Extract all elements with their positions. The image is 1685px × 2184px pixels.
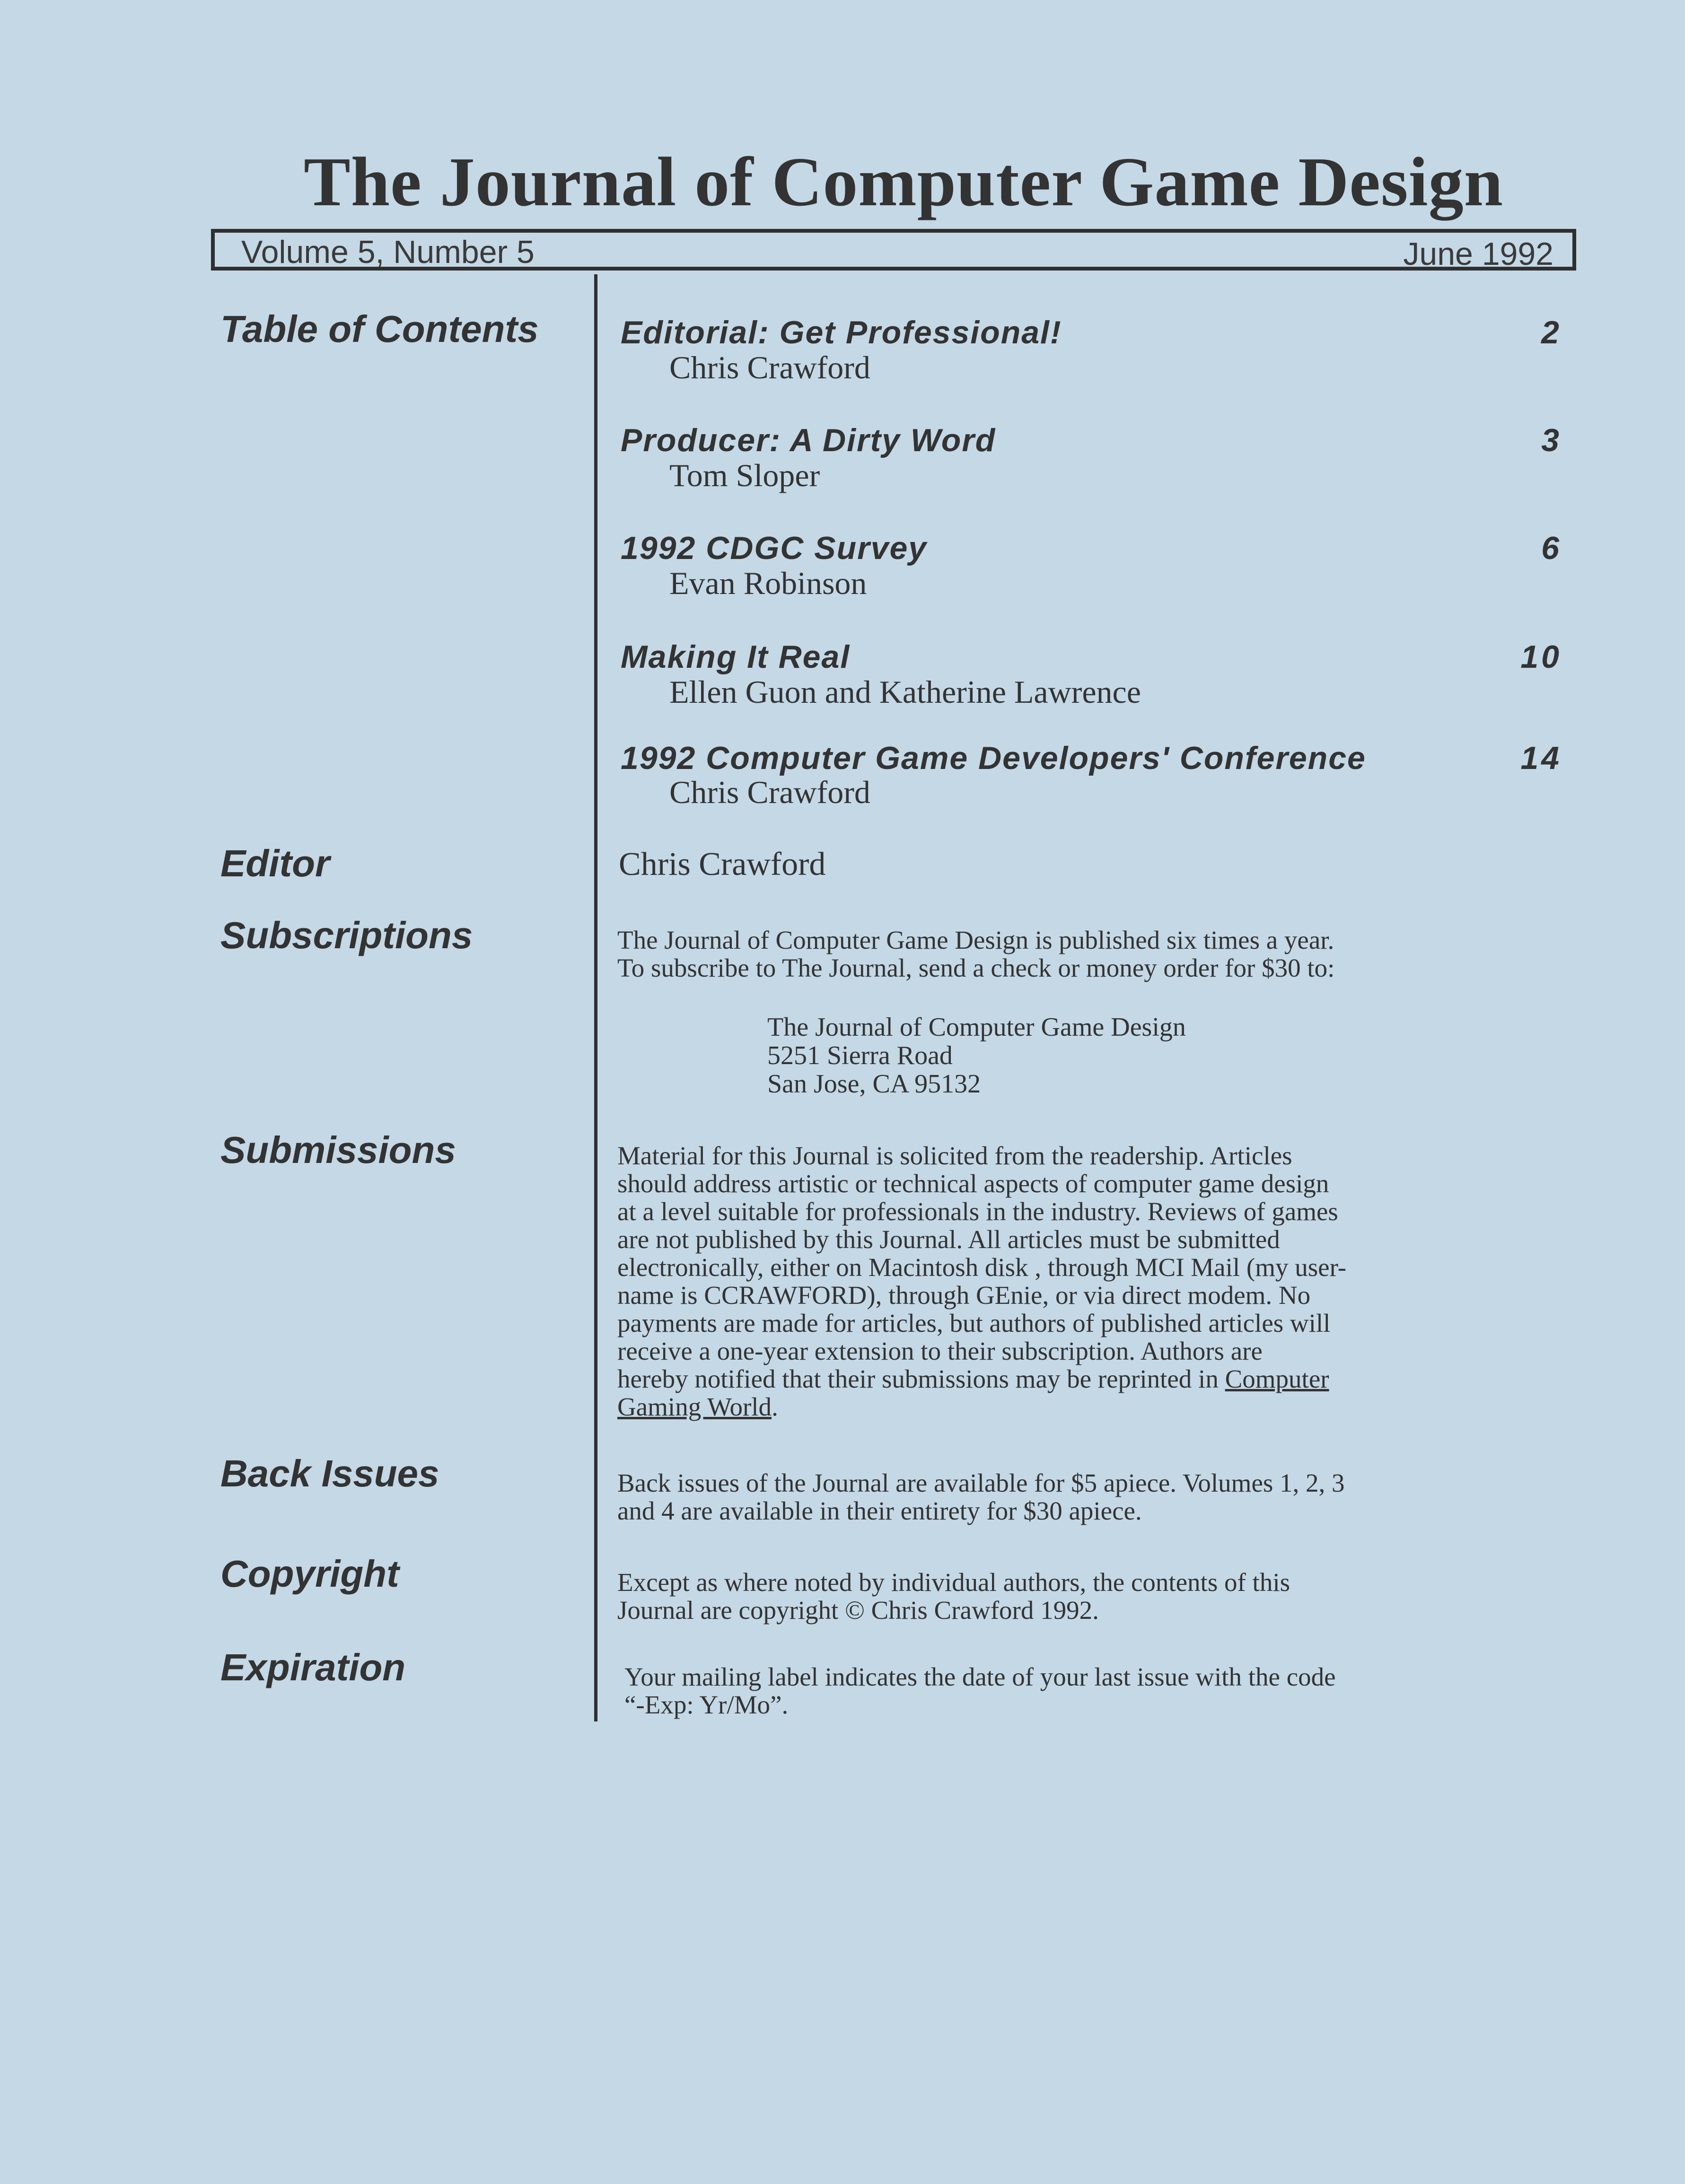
text-line: Except as where noted by individual authors, the contents of this xyxy=(617,1568,1290,1597)
toc-entry-page: 10 xyxy=(1520,639,1562,675)
publication-name: Gaming World xyxy=(617,1392,772,1421)
toc-entry-title: Producer: A Dirty Word xyxy=(621,422,996,458)
text-line: and 4 are available in their entirety for $30 apiece. xyxy=(617,1496,1142,1525)
column-divider xyxy=(594,274,597,1721)
text-line: name is CCRAWFORD), through GEnie, or via direct modem. No xyxy=(617,1281,1311,1310)
subscriptions-heading: Subscriptions xyxy=(220,914,473,956)
mailing-address xyxy=(767,1013,1186,1098)
back-issues-text xyxy=(617,1469,1573,1525)
toc-entry-page: 2 xyxy=(1541,314,1562,350)
text-line xyxy=(617,1365,1573,1393)
text-line: The Journal of Computer Game Design is published six times a year. xyxy=(617,926,1334,954)
text-line: Material for this Journal is solicited from the readership. Articles xyxy=(617,1141,1292,1170)
toc-entry-title: Editorial: Get Professional! xyxy=(621,314,1062,350)
toc-entry-author: Tom Sloper xyxy=(669,457,820,493)
toc-entry-author: Evan Robinson xyxy=(669,565,867,601)
address-line: 5251 Sierra Road xyxy=(767,1041,953,1070)
copyright-text xyxy=(617,1568,1573,1624)
copyright-heading: Copyright xyxy=(220,1553,399,1595)
text-segment: hereby notified that their submissions may be reprinted in xyxy=(617,1364,1219,1393)
toc-entry-page: 14 xyxy=(1520,740,1562,776)
text-line: payments are made for articles, but authors of published articles will xyxy=(617,1309,1331,1337)
toc-entry-author: Chris Crawford xyxy=(669,774,870,810)
text-line: “-Exp: Yr/Mo”. xyxy=(624,1690,789,1719)
editor-heading: Editor xyxy=(220,842,330,884)
text-line: Journal are copyright © Chris Crawford 1992. xyxy=(617,1596,1099,1625)
subscriptions-text xyxy=(617,926,1573,982)
expiration-text xyxy=(624,1663,1580,1719)
submissions-heading: Submissions xyxy=(220,1129,456,1171)
editor-name: Chris Crawford xyxy=(619,846,826,882)
text-line: To subscribe to The Journal, send a check or money order for $30 to: xyxy=(617,953,1335,982)
text-segment: . xyxy=(772,1392,778,1421)
expiration-heading: Expiration xyxy=(220,1646,406,1688)
address-line: The Journal of Computer Game Design xyxy=(767,1013,1186,1042)
toc-entry-title: Making It Real xyxy=(621,639,851,675)
toc-entry-page: 3 xyxy=(1541,422,1562,458)
text-line: electronically, either on Macintosh disk , through MCI Mail (my user- xyxy=(617,1253,1347,1282)
text-line: are not published by this Journal. All articles must be submitted xyxy=(617,1225,1280,1254)
toc-entry-page: 6 xyxy=(1541,530,1562,566)
text-line: at a level suitable for professionals in the industry. Reviews of games xyxy=(617,1197,1338,1226)
back-issues-heading: Back Issues xyxy=(220,1452,439,1494)
issue-info-bar xyxy=(211,229,1576,271)
text-line xyxy=(617,1393,1573,1421)
toc-entry-author: Ellen Guon and Katherine Lawrence xyxy=(669,674,1141,710)
text-line: receive a one-year extension to their subscription. Authors are xyxy=(617,1337,1263,1365)
publication-name: Computer xyxy=(1225,1364,1329,1393)
toc-heading: Table of Contents xyxy=(220,308,539,350)
text-line: Your mailing label indicates the date of your last issue with the code xyxy=(624,1662,1336,1691)
volume-number: Volume 5, Number 5 xyxy=(241,234,535,270)
journal-title: The Journal of Computer Game Design xyxy=(304,143,1503,221)
submissions-text xyxy=(617,1142,1573,1421)
address-line: San Jose, CA 95132 xyxy=(767,1069,981,1099)
text-line: should address artistic or technical aspects of computer game design xyxy=(617,1169,1329,1198)
issue-date: June 1992 xyxy=(1403,236,1553,272)
text-line: Back issues of the Journal are available for $5 apiece. Volumes 1, 2, 3 xyxy=(617,1468,1345,1497)
toc-entry-author: Chris Crawford xyxy=(669,349,870,385)
toc-entry-title: 1992 Computer Game Developers' Conference xyxy=(621,740,1366,776)
toc-entry-title: 1992 CDGC Survey xyxy=(621,530,928,566)
